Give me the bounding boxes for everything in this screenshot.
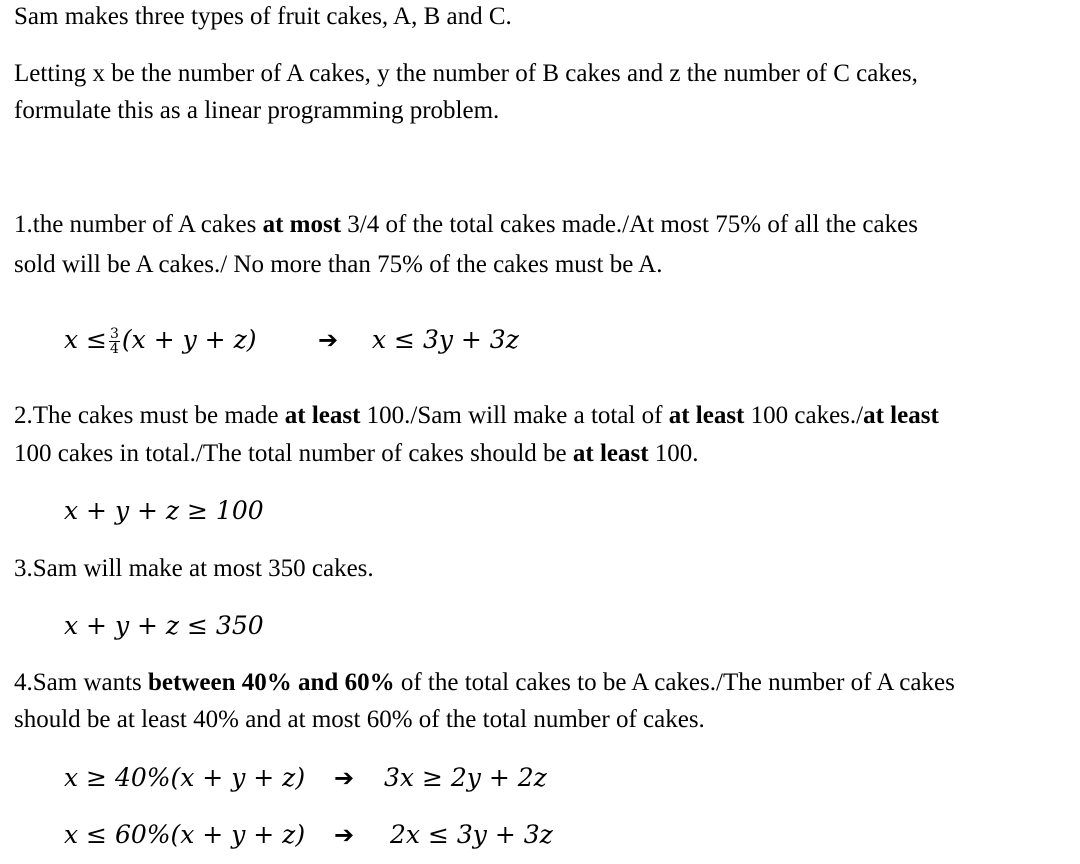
constraint-4-formula-2-rhs xyxy=(390,820,553,850)
formula-lhs: x ≤ 60%(x + y + z) xyxy=(64,820,306,849)
constraint-2-bold-c: at least xyxy=(863,402,939,429)
constraint-2-bold-b: at least xyxy=(668,402,745,429)
constraint-1-text-b: 3/4 of the total cakes made./At most 75% of all the cakes xyxy=(341,211,918,238)
intro-line-2: Letting x be the number of A cakes, y the number of B cakes and z the number of C cakes, xyxy=(14,60,918,87)
formula-lhs: x ≥ 40%(x + y + z) xyxy=(64,763,306,792)
constraint-1-formula-rhs xyxy=(372,325,519,355)
formula-rhs: 3x ≥ 2y + 2z xyxy=(384,763,547,792)
constraint-2-line-1 xyxy=(14,401,939,431)
constraint-4-line-2: should be at least 40% and at most 60% of the total number of cakes. xyxy=(14,706,705,733)
constraint-1-line-1 xyxy=(14,210,918,240)
right-arrow-icon: ➔ xyxy=(318,326,339,354)
constraint-4-text-b: of the total cakes to be A cakes./The number of A cakes xyxy=(394,669,955,696)
fraction-three-quarters xyxy=(109,327,120,356)
intro-line-1: Sam makes three types of fruit cakes, A, B and C. xyxy=(14,3,512,30)
formula-lhs-suffix: (x + y + z) xyxy=(121,325,257,354)
constraint-2-line-2-bold: at least xyxy=(572,440,649,467)
formula-rhs: x ≤ 3y + 3z xyxy=(372,325,519,354)
constraint-4-formula-1-lhs xyxy=(64,763,305,793)
formula-text: x + y + z ≤ 350 xyxy=(64,611,264,640)
constraint-1-formula-lhs xyxy=(64,325,257,356)
constraint-3-line: 3.Sam will make at most 350 cakes. xyxy=(14,555,374,582)
constraint-2-line-2-a: 100 cakes in total./The total number of cakes should be xyxy=(14,440,573,467)
constraint-2-formula xyxy=(64,496,264,526)
fraction-numerator: 3 xyxy=(110,326,119,342)
constraint-4-bold: between 40% and 60% xyxy=(148,669,395,696)
constraint-1-line-2: sold will be A cakes./ No more than 75% of the cakes must be A. xyxy=(14,251,663,278)
constraint-1-text-a: 1.the number of A cakes xyxy=(14,211,263,238)
constraint-2-text-c: 100 cakes./ xyxy=(744,402,864,429)
constraint-4-text-a: 4.Sam wants xyxy=(14,669,149,696)
formula-text: x + y + z ≥ 100 xyxy=(64,496,264,525)
constraint-2-line-2-b: 100. xyxy=(648,440,699,467)
constraint-4-formula-2-lhs xyxy=(64,820,305,850)
fraction-denominator: 4 xyxy=(110,341,119,357)
right-arrow-icon: ➔ xyxy=(334,821,355,849)
constraint-2-text-a: 2.The cakes must be made xyxy=(14,402,285,429)
constraint-2-line-2 xyxy=(14,439,699,469)
constraint-2-text-b: 100./Sam will make a total of xyxy=(360,402,669,429)
constraint-2-bold-a: at least xyxy=(284,402,361,429)
constraint-1-bold: at most xyxy=(262,211,342,238)
right-arrow-icon: ➔ xyxy=(334,764,355,792)
constraint-4-formula-1-rhs xyxy=(384,763,547,793)
constraint-4-line-1 xyxy=(14,668,955,698)
formula-lhs-prefix: x ≤ xyxy=(64,325,107,354)
intro-line-3: formulate this as a linear programming problem. xyxy=(14,97,500,124)
constraint-3-formula xyxy=(64,611,264,641)
formula-rhs: 2x ≤ 3y + 3z xyxy=(390,820,553,849)
